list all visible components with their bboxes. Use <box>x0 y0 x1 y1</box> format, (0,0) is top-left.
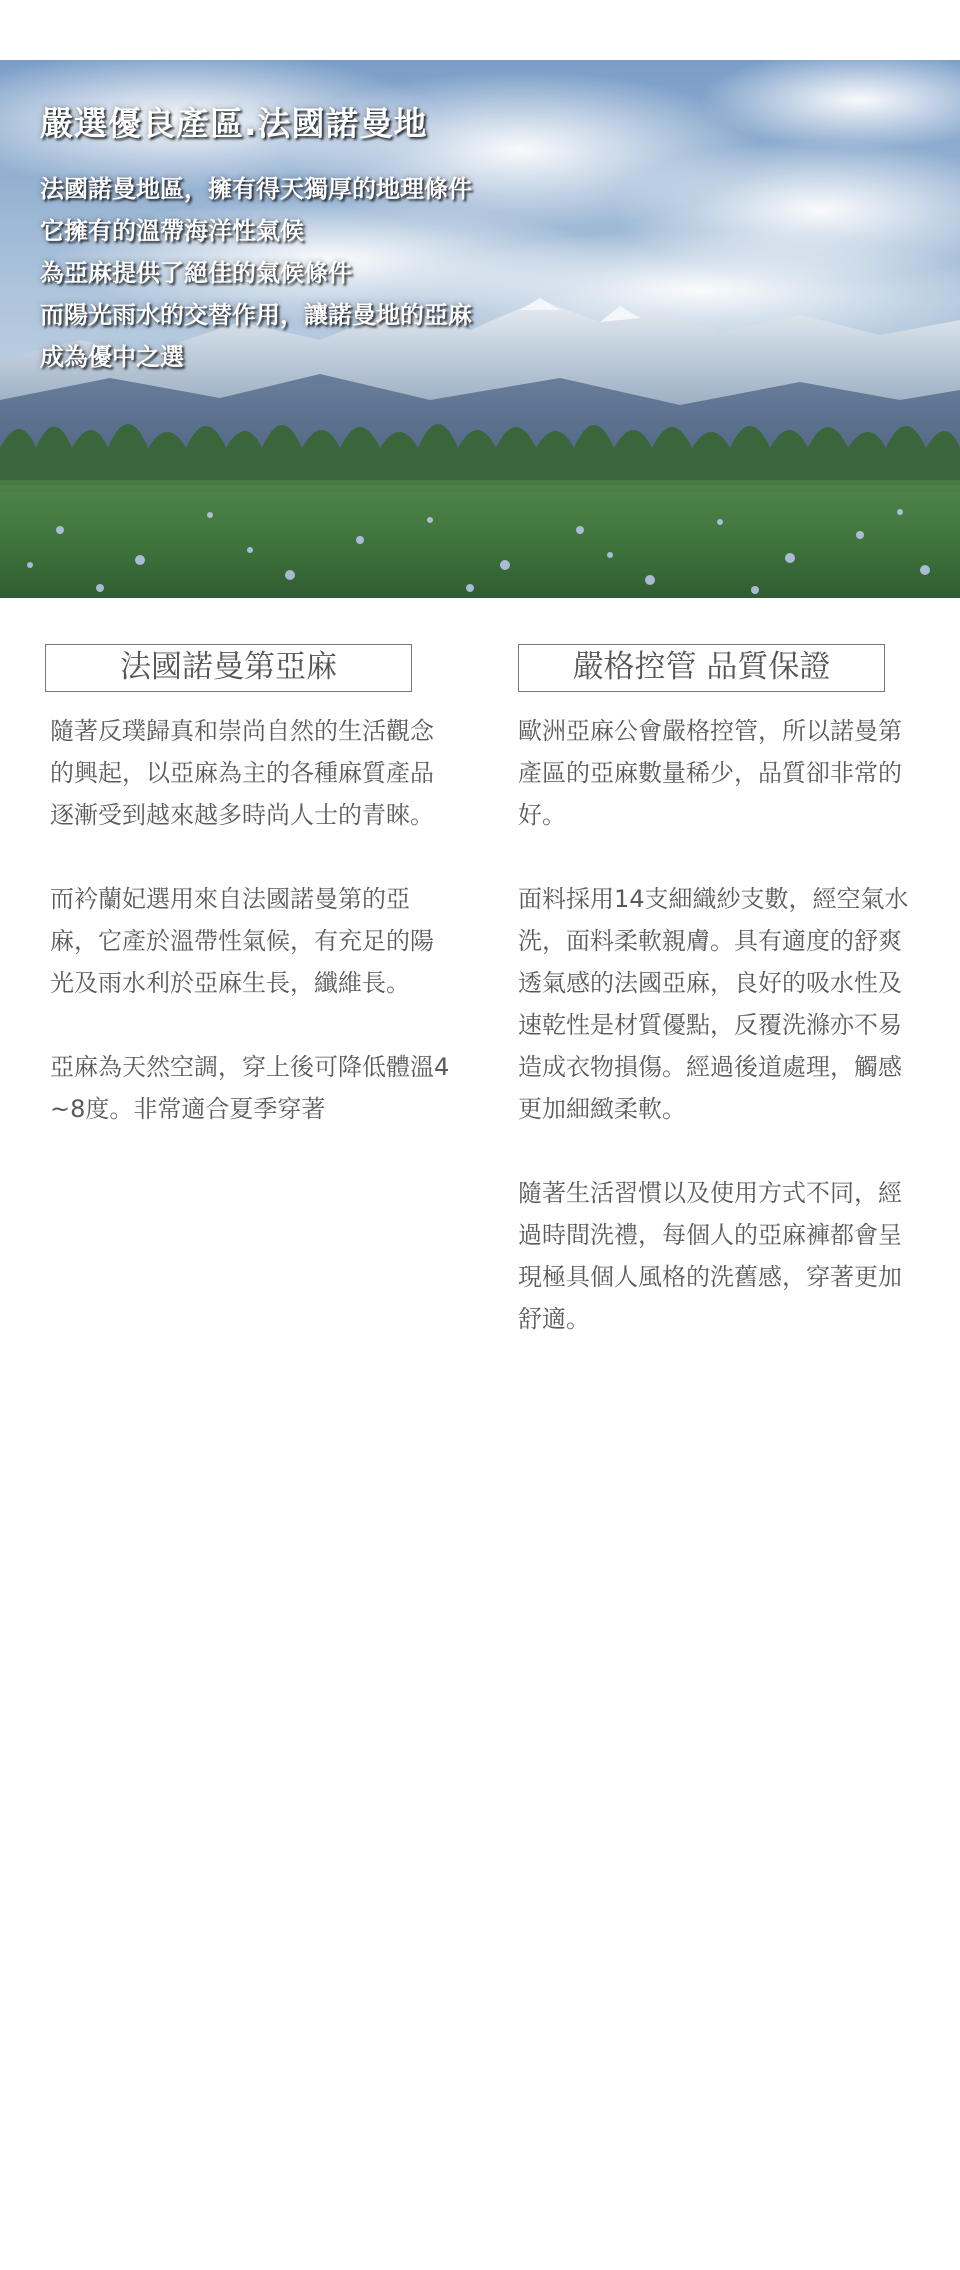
hero-line: 為亞麻提供了絕佳的氣候條件 <box>40 259 352 287</box>
hero-description <box>40 168 760 378</box>
section-body <box>45 710 455 1130</box>
hero-text <box>40 100 760 378</box>
paragraph: 歐洲亞麻公會嚴格控管，所以諾曼第產區的亞麻數量稀少，品質卻非常的好。 <box>518 717 902 829</box>
hero-line: 而陽光雨水的交替作用，讓諾曼地的亞麻 <box>40 301 472 329</box>
section-body <box>518 710 923 1340</box>
section-heading-normandy-linen: 法國諾曼第亞麻 <box>45 644 412 692</box>
normandy-linen-section <box>45 644 455 1172</box>
paragraph: 亞麻為天然空調，穿上後可降低體溫4~8度。非常適合夏季穿著 <box>50 1053 450 1123</box>
paragraph: 面料採用14支細織紗支數，經空氣水洗，面料柔軟親膚。具有適度的舒爽透氣感的法國亞麻，良好的吸水性及速乾性是材質優點，反覆洗滌亦不易造成衣物損傷。經過後道處理，觸感更加細緻柔軟。 <box>518 885 909 1123</box>
section-heading-quality-control: 嚴格控管 品質保證 <box>518 644 885 692</box>
hero-line: 法國諾曼地區，擁有得天獨厚的地理條件 <box>40 175 472 203</box>
quality-control-section <box>518 644 923 1382</box>
hero-line: 它擁有的溫帶海洋性氣候 <box>40 217 304 245</box>
paragraph: 隨著反璞歸真和崇尚自然的生活觀念的興起，以亞麻為主的各種麻質產品逐漸受到越來越多時尚人士的青睞。 <box>50 717 434 829</box>
hero-banner <box>0 60 960 598</box>
hero-line: 成為優中之選 <box>40 343 184 371</box>
paragraph: 而衿蘭妃選用來自法國諾曼第的亞麻，它產於溫帶性氣候，有充足的陽光及雨水利於亞麻生長，纖維長。 <box>50 885 434 997</box>
paragraph: 隨著生活習慣以及使用方式不同，經過時間洗禮，每個人的亞麻褲都會呈現極具個人風格的洗舊感，穿著更加舒適。 <box>518 1179 902 1333</box>
hero-title: 嚴選優良產區.法國諾曼地 <box>40 104 428 143</box>
